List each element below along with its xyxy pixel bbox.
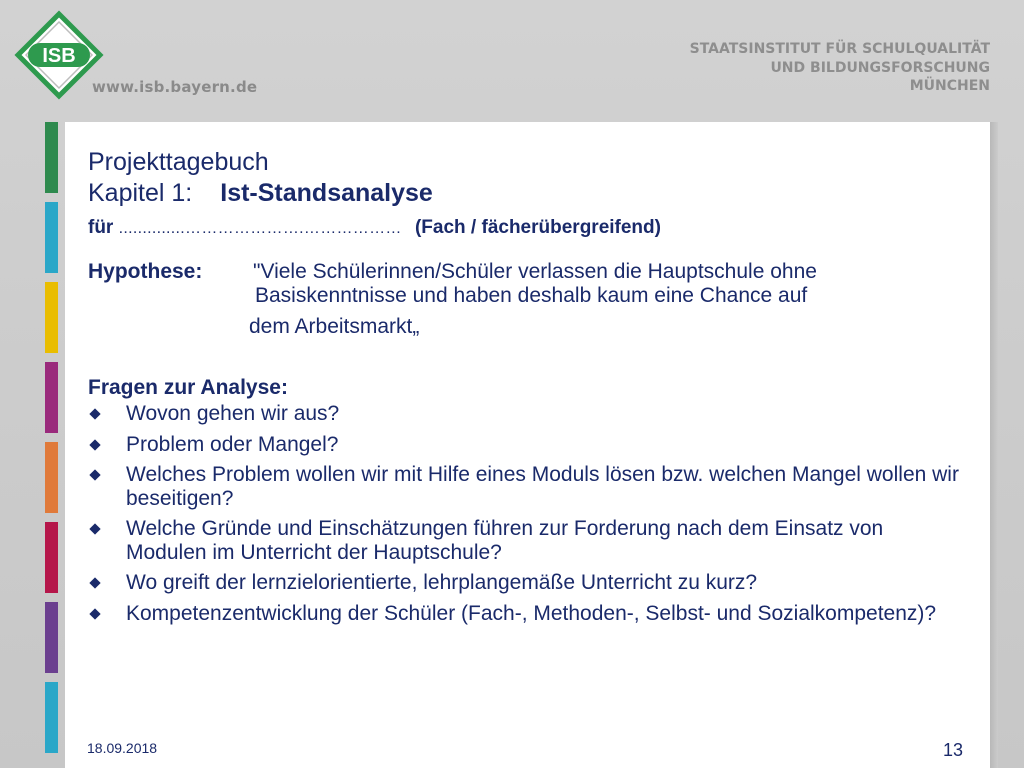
institute-line: MÜNCHEN [909,78,990,94]
slide-content [65,122,990,768]
slide-title: Projekttagebuch [88,148,269,176]
list-item [88,402,968,426]
color-bar [45,602,58,673]
question-text: Kompetenzentwicklung der Schüler (Fach-, Methoden-, Selbst- und Sozialkompetenz)? [126,601,937,625]
slide-shadow [990,122,998,768]
color-bar [45,442,58,513]
diamond-bullet-icon [89,523,100,534]
list-item [88,517,968,564]
chapter-prefix: Kapitel 1: [88,179,193,207]
list-item [88,433,968,457]
chapter-name: Ist-Standsanalyse [220,179,433,207]
questions-heading: Fragen zur Analyse: [88,376,288,399]
color-bar [45,122,58,193]
question-text: Wo greift der lernzielorientierte, lehrplangemäße Unterricht zu kurz? [126,571,758,594]
color-bars [45,122,58,762]
question-text: Welches Problem wollen wir mit Hilfe eines Moduls lösen bzw. welchen Mangel wollen wir beseitigen? [126,463,959,510]
question-list [88,402,968,632]
hypothesis-label: Hypothese: [88,260,203,283]
fuer-label: für [88,217,114,238]
chapter-title [88,179,433,208]
hypothesis-line: Basiskenntnisse und haben deshalb kaum eine Chance auf [255,284,808,307]
subject-line [88,217,661,239]
hypothesis-line: "Viele Schülerinnen/Schüler verlassen die Hauptschule ohne [253,260,817,283]
institute-line: UND BILDUNGSFORSCHUNG [770,59,990,76]
institute-line: STAATSINSTITUT FÜR SCHULQUALITÄT [689,41,990,57]
color-bar [45,682,58,753]
question-text: Problem oder Mangel? [126,432,339,456]
slide-date: 18.09.2018 [87,740,158,756]
hypothesis-line: dem Arbeitsmarkt„ [249,315,420,338]
diamond-bullet-icon [89,608,100,619]
diamond-bullet-icon [89,439,100,450]
diamond-bullet-icon [89,577,100,588]
hypothesis-text [249,260,953,339]
question-text: Welche Gründe und Einschätzungen führen zur Forderung nach dem Einsatz von Modulen im Unterricht der Hauptschule? [126,517,884,564]
color-bar [45,202,58,273]
color-bar [45,522,58,593]
logo-text: ISB [42,45,76,67]
diamond-bullet-icon [89,469,100,480]
list-item [88,602,968,626]
fill-in-dots: ..............………………….……………… [118,220,402,237]
website-url[interactable]: www.isb.bayern.de [92,78,258,96]
color-bar [45,282,58,353]
diamond-bullet-icon [89,408,100,419]
page-number: 13 [942,740,963,760]
question-text: Wovon gehen wir aus? [126,402,340,425]
color-bar [45,362,58,433]
subject-hint: (Fach / fächerübergreifend) [414,217,661,238]
isb-logo [14,10,104,100]
list-item [88,463,968,510]
institute-name [690,40,990,96]
list-item [88,571,968,595]
